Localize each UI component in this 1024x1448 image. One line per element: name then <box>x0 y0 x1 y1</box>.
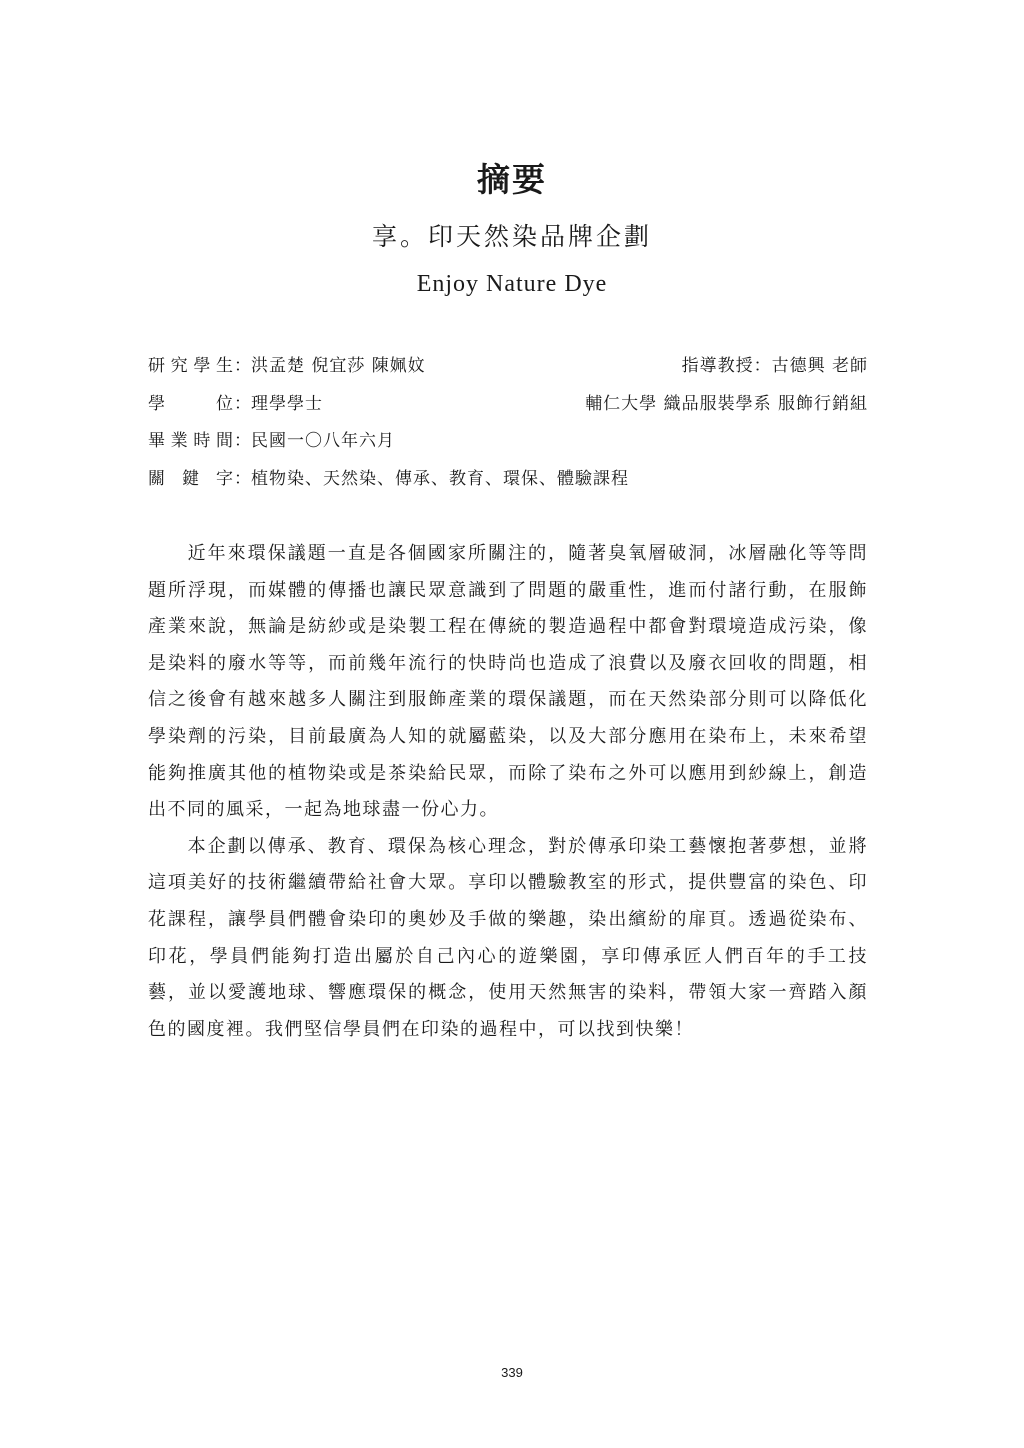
page-number: 339 <box>501 1365 523 1380</box>
degree-field <box>148 389 323 419</box>
degree-label: 學位 <box>148 394 234 414</box>
department-value: 輔仁大學 織品服裝學系 服飾行銷組 <box>585 394 868 414</box>
page-title: 摘要 <box>477 160 547 199</box>
colon: ： <box>234 356 252 376</box>
graduation-value: 民國一〇八年六月 <box>251 431 395 451</box>
students-value: 洪孟楚 倪宜莎 陳姵妏 <box>251 356 426 376</box>
degree-value: 理學學士 <box>251 394 323 414</box>
meta-row-students <box>148 351 868 381</box>
advisor-field <box>682 351 868 381</box>
meta-row-graduation <box>148 426 868 456</box>
students-label: 研究學生 <box>148 356 234 376</box>
thesis-title-chinese: 享。印天然染品牌企劃 <box>371 222 652 251</box>
abstract-paragraph-1: 近年來環保議題一直是各個國家所關注的，隨著臭氧層破洞，冰層融化等等問題所浮現，而媒體的傳播也讓民眾意識到了問題的嚴重性，進而付諸行動，在服飾產業來說，無論是紡紗或是染製工程在傳統的製造過程中都會對環境造成污染，像是染料的廢水等等，而前幾年流行的快時尚也造成了浪費以及廢衣回收的問題，相信之後會有越來越多人關注到服飾產業的環保議題，而在天然染部分則可以降低化學染劑的污染，目前最廣為人知的就屬藍染，以及大部分應用在染布上，未來希望能夠推廣其他的植物染或是茶染給民眾，而除了染布之外可以應用到紗線上，創造出不同的風采，一起為地球盡一份心力。 <box>148 543 868 821</box>
students-field <box>148 351 426 381</box>
colon: ： <box>234 431 252 451</box>
colon: ： <box>234 394 252 414</box>
colon: ： <box>753 356 772 376</box>
abstract-paragraph-2: 本企劃以傳承、教育、環保為核心理念，對於傳承印染工藝懷抱著夢想，並將這項美好的技術繼續帶給社會大眾。享印以體驗教室的形式，提供豐富的染色、印花課程，讓學員們體會染印的奧妙及手做的樂趣，染出繽紛的扉頁。透過從染布、印花，學員們能夠打造出屬於自己內心的遊樂園，享印傳承匠人們百年的手工技藝，並以愛護地球、響應環保的概念，使用天然無害的染料，帶領大家一齊踏入顏色的國度裡。我們堅信學員們在印染的過程中，可以找到快樂！ <box>148 835 868 1040</box>
keywords-field <box>148 464 629 494</box>
meta-row-degree <box>148 389 868 419</box>
keywords-label: 關鍵字 <box>148 469 234 489</box>
advisor-value: 古德興 老師 <box>771 356 868 376</box>
meta-row-keywords <box>148 464 868 494</box>
keywords-value: 植物染、天然染、傳承、教育、環保、體驗課程 <box>251 469 629 489</box>
abstract-body <box>148 536 868 1048</box>
colon: ： <box>234 469 252 489</box>
graduation-label: 畢業時間 <box>148 431 234 451</box>
advisor-label: 指導教授 <box>681 356 754 376</box>
graduation-field <box>148 426 395 456</box>
thesis-title-english: Enjoy Nature Dye <box>416 271 608 297</box>
